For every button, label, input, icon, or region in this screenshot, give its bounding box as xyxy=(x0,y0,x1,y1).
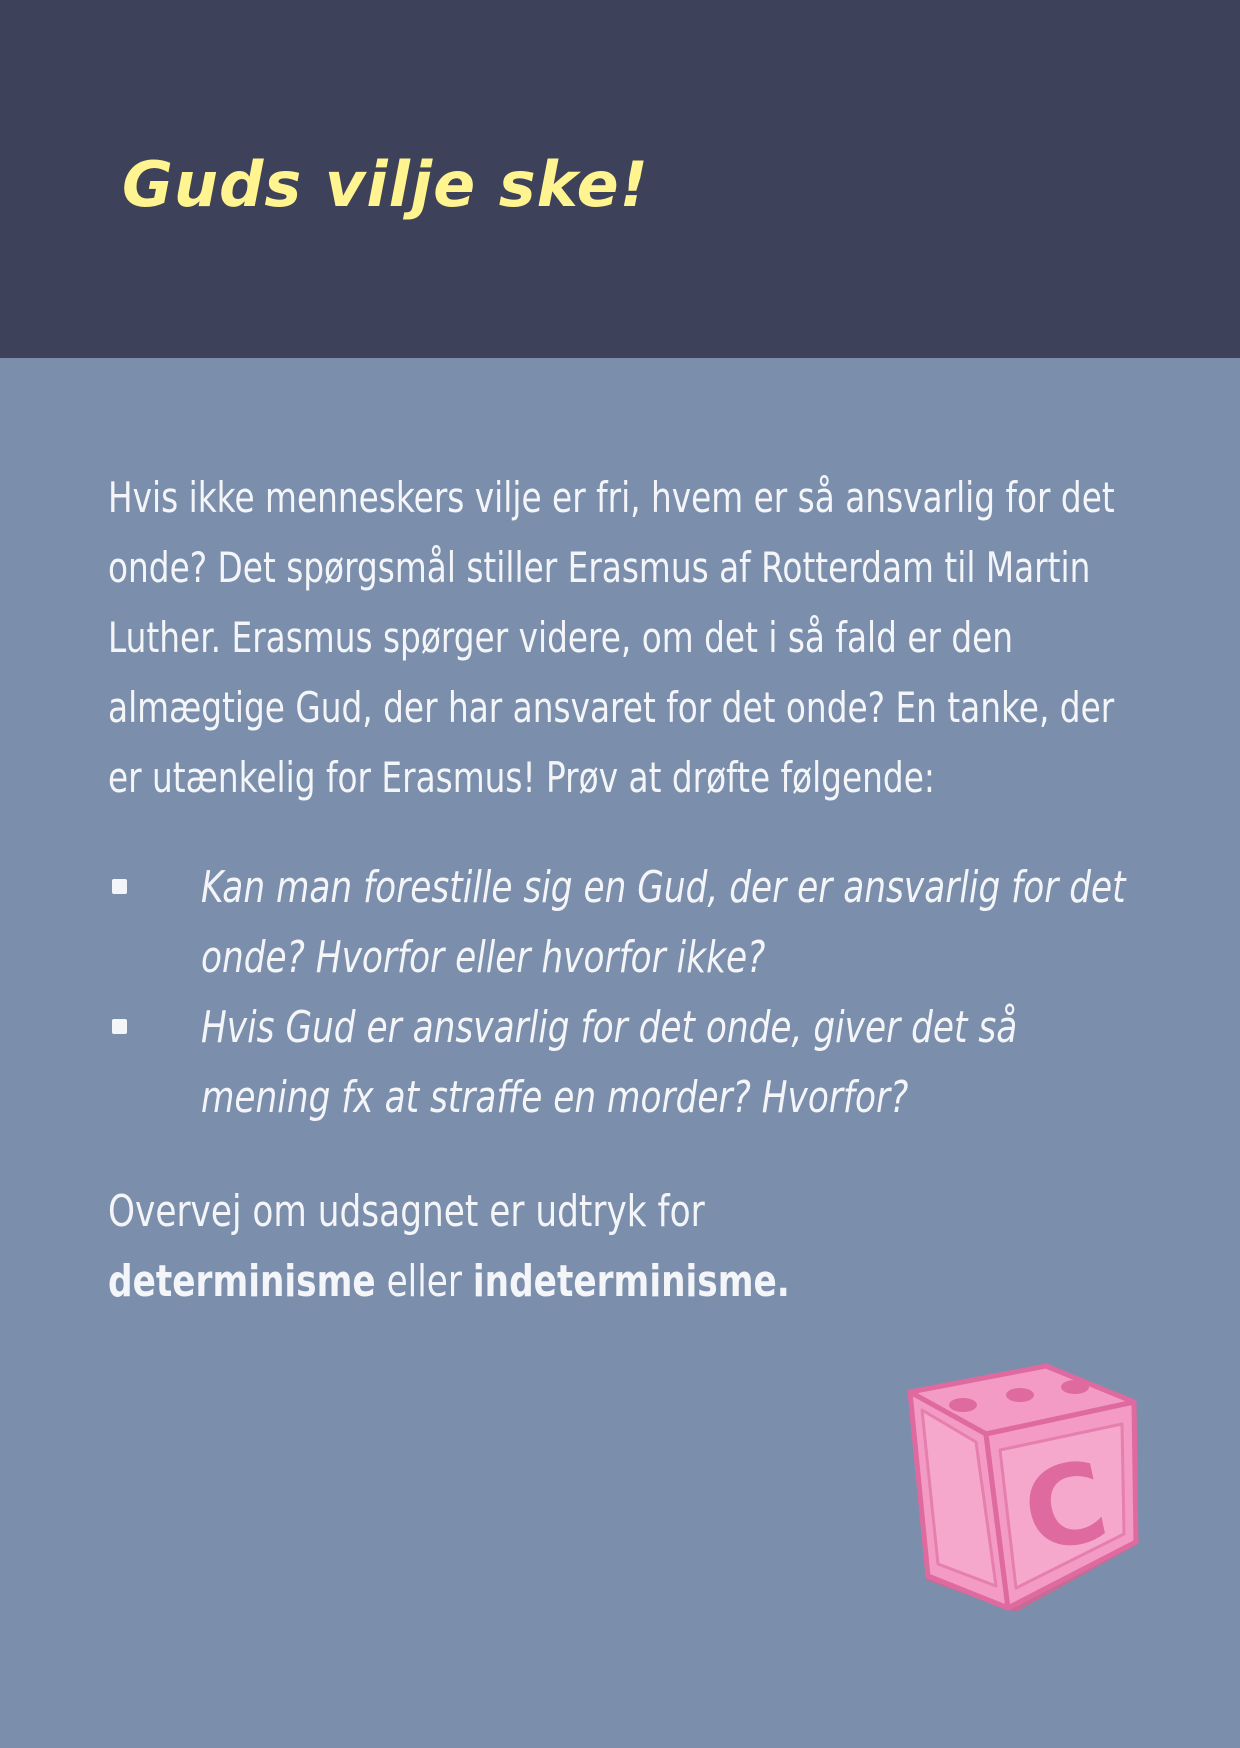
closing-paragraph xyxy=(108,1177,1130,1317)
dice-letter: C xyxy=(1012,1436,1119,1579)
question-item xyxy=(108,993,1138,1133)
intro-paragraph: Hvis ikke menneskers vilje er fri, hvem er så ansvarlig for det onde? Det spørgsmål stiller Erasmus af Rotterdam til Martin Luther. Erasmus spørger videre, om det i så fald er den almægtige Gud, der har ansvaret for det onde? En tanke, der er utænkelig for Erasmus! Prøv at drøfte følgende: xyxy=(108,473,1115,802)
closing-prefix: Overvej om udsagnet er udtryk for xyxy=(108,1186,705,1237)
page-title: Guds vilje ske! xyxy=(122,148,649,221)
question-text: Kan man forestille sig en Gud, der er ansvarlig for det onde? Hvorfor eller hvorfor ikke? xyxy=(201,862,1126,983)
question-text: Hvis Gud er ansvarlig for det onde, giver det så mening fx at straffe en morder? Hvorfor? xyxy=(201,1002,1018,1123)
dice-icon xyxy=(896,1350,1146,1620)
main-content xyxy=(108,463,1138,1317)
term-indeterminism: indeterminisme. xyxy=(472,1256,790,1307)
question-list xyxy=(108,853,1138,1133)
closing-middle: eller xyxy=(386,1256,462,1307)
question-item xyxy=(108,853,1138,993)
term-determinism: determinisme xyxy=(108,1256,376,1307)
bullet-square-icon xyxy=(112,879,127,894)
header-band xyxy=(0,0,1240,358)
bullet-square-icon xyxy=(112,1019,127,1034)
